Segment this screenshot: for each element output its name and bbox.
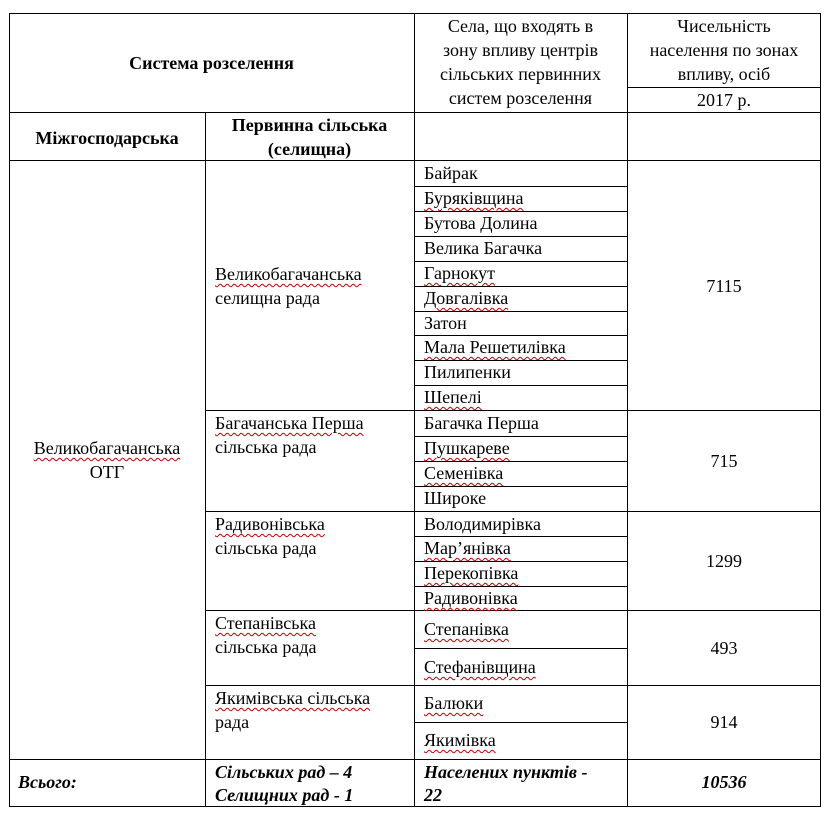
village-name: Велика Багачка	[424, 238, 543, 258]
village-name-text: Перекопівка	[424, 563, 519, 583]
council-name-text: Степанівська	[215, 613, 316, 633]
village-name	[424, 336, 566, 358]
council-population: 914	[710, 712, 738, 732]
council-name-line2: рада	[215, 712, 250, 732]
table-border-top	[9, 13, 821, 14]
village-name	[424, 587, 518, 609]
village-name: Пилипенки	[424, 362, 511, 382]
village-name	[424, 462, 503, 484]
header-villages-line: сільських первинних	[440, 64, 601, 84]
council-divider-1	[205, 410, 821, 411]
village-divider	[414, 722, 627, 723]
village-name-text: Радивонівка	[424, 588, 518, 608]
council-name-line2: сільська рада	[215, 637, 317, 657]
header-villages-line: зону впливу центрів	[442, 40, 599, 60]
village-name	[424, 656, 536, 678]
header-population-line: впливу, осіб	[677, 64, 771, 84]
council-population: 7115	[706, 276, 742, 296]
village-name	[424, 386, 482, 408]
village-name: Бутова Долина	[424, 213, 538, 233]
village-name-text: Пушкареве	[424, 438, 510, 458]
village-name	[424, 692, 483, 714]
total-settlements-line: Населених пунктів -	[424, 762, 588, 782]
council-divider-3	[205, 610, 821, 611]
village-name	[424, 537, 511, 559]
total-settlements-line: 22	[424, 785, 442, 805]
subheader-divider	[9, 160, 821, 161]
council-name	[215, 263, 362, 285]
total-label: Всього:	[18, 772, 77, 792]
village-name-text: Якимівка	[424, 730, 496, 750]
council-name-text: Багачанська Перша	[215, 413, 364, 433]
village-divider	[414, 648, 627, 649]
year-divider	[627, 87, 821, 88]
header-population-line: Чисельність	[677, 16, 771, 36]
council-population: 493	[710, 638, 738, 658]
header-villages-line: Села, що входять в	[447, 16, 594, 36]
header-villages-line: систем розселення	[448, 88, 593, 108]
village-name-text: Мала Решетилівка	[424, 337, 566, 357]
total-population: 10536	[701, 772, 747, 792]
village-name	[424, 437, 510, 459]
village-name	[424, 262, 495, 284]
village-name	[424, 618, 509, 640]
village-name-text: Довгалівка	[424, 288, 509, 308]
table-border-bottom	[9, 806, 821, 807]
total-divider	[9, 759, 821, 760]
village-name: Широке	[424, 488, 487, 508]
column-divider-inter	[205, 112, 206, 807]
total-councils-line: Селищних рад - 1	[215, 785, 354, 805]
council-population: 715	[710, 451, 738, 471]
column-divider-villages	[627, 13, 628, 807]
village-name: Багачка Перша	[424, 413, 539, 433]
total-councils-line: Сільських рад – 4	[215, 762, 353, 782]
village-name	[424, 729, 496, 751]
village-name-text: Стефанівщина	[424, 657, 536, 677]
subheader-primary-line: (селищна)	[267, 139, 352, 159]
council-divider-4	[205, 685, 821, 686]
header-year: 2017 р.	[697, 90, 751, 110]
village-name: Володимирівка	[424, 514, 542, 534]
council-name-text: Якимівська сільська	[215, 688, 371, 708]
village-name-text: Гарнокут	[424, 263, 495, 283]
village-name-text: Балюки	[424, 693, 484, 713]
otg-type: ОТГ	[89, 462, 125, 482]
council-name-line2: селищна рада	[215, 288, 320, 308]
council-name	[215, 412, 364, 434]
council-name-line2: сільська рада	[215, 538, 317, 558]
otg-name	[9, 437, 205, 459]
table-border-right	[820, 13, 821, 807]
village-name	[424, 287, 508, 309]
subheader-primary-line: Первинна сільська	[231, 115, 388, 135]
column-divider-primary	[414, 13, 415, 807]
council-name	[215, 513, 325, 535]
village-name	[424, 187, 524, 209]
village-name	[424, 562, 518, 584]
village-name-text: Мар’янівка	[424, 538, 511, 558]
council-name	[215, 612, 316, 634]
council-name-line2: сільська рада	[215, 437, 317, 457]
header-population-line: населення по зонах	[649, 40, 799, 60]
village-name-text: Буряківщина	[424, 188, 524, 208]
otg-name-text: Великобагачанська	[33, 438, 181, 458]
council-name-text: Радивонівська	[215, 514, 325, 534]
village-name-text: Семенівка	[424, 463, 504, 483]
council-name-text: Великобагачанська	[215, 264, 362, 284]
header-divider	[9, 112, 821, 113]
council-name	[215, 687, 370, 709]
council-divider-2	[205, 511, 821, 512]
header-system: Система розселення	[129, 53, 294, 73]
village-name-text: Шепелі	[424, 387, 482, 407]
village-name: Затон	[424, 313, 467, 333]
village-name: Байрак	[424, 163, 478, 183]
council-population: 1299	[706, 551, 742, 571]
village-name-text: Степанівка	[424, 619, 509, 639]
subheader-inter: Міжгосподарська	[35, 128, 179, 148]
